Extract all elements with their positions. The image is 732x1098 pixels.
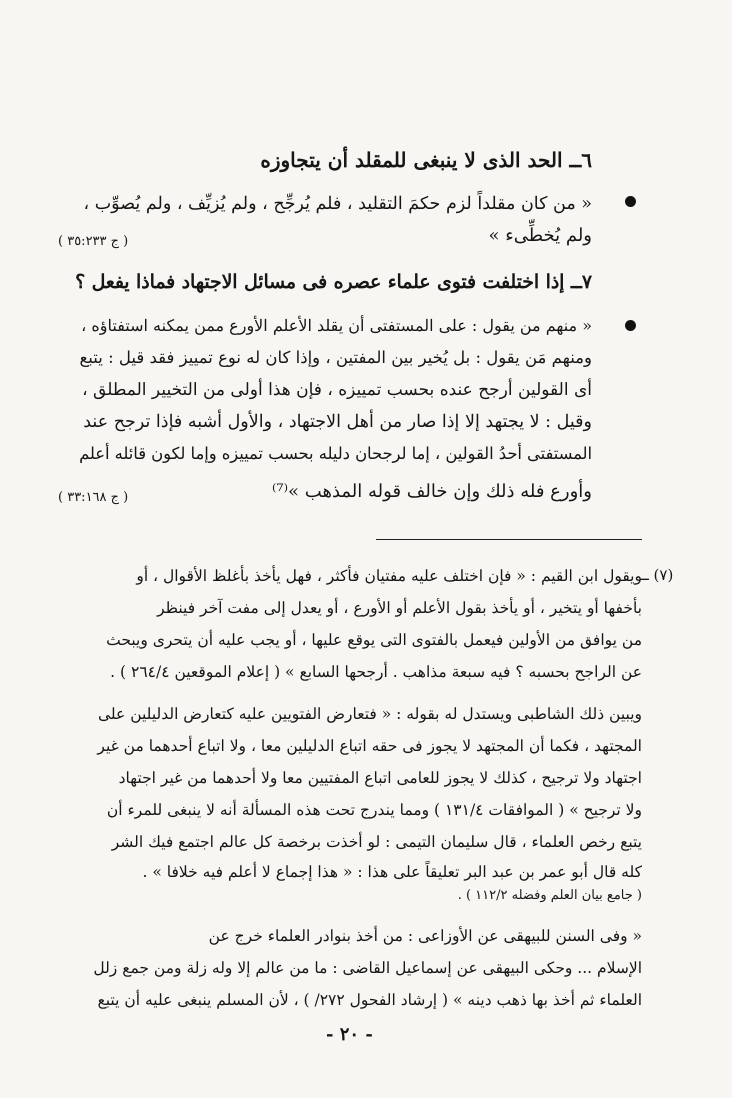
footnote-p2-line-3: اجتهاد ولا ترجيح ، كذلك لا يجوز للعامى اتباع المفتيين معا ولا أحدهما من غير اجتهاد [118,769,642,787]
section-7-title: إذا اختلفت فتوى علماء عصره فى مسائل الاجتهاد فماذا يفعل ؟ [75,271,565,293]
footnote-number: (٧) ــ [640,566,674,584]
section-6-line-1: « من كان مقلداً لزم حكمَ التقليد ، فلم يُرجِّح ، ولم يُزيِّف ، ولم يُصوِّب ، [83,194,592,214]
footnote-p1-line-1: ويقول ابن القيم : « فإن اختلف عليه مفتيان فأكثر ، فهل يأخذ بأغلظ الأقوال ، أو [136,567,642,585]
footnote-p2-line-2: المجتهد ، فكما أن المجتهد لا يجوز فى حقه اتباع الدليلين معا ، ولا اتباع أحدهما من غير [97,737,642,755]
footnote-p3-line-1: « وفى السنن للبيهقى عن الأوزاعى : من أخذ بنوادر العلماء خرج عن [208,927,642,945]
section-7-line-6: وأورع فله ذلك وإن خالف قوله المذهب »⁽⁷⁾ [271,481,592,502]
footnote-p1-line-3: من يوافق من الأولين فيعمل بالفتوى التى يوقع عليها ، أو يجب عليه أن يتحرى ويبحث [106,631,642,649]
bullet-icon [625,320,636,331]
section-7-citation: ( ج ٣٣:١٦٨ ) [58,490,129,505]
section-7-line-4: وقيل : لا يجتهد إلا إذا صار من أهل الاجتهاد ، والأول أشبه فإذا ترجح عند [83,412,592,432]
section-7-heading [72,268,592,296]
section-6-citation: ( ج ٣٥:٢٣٣ ) [58,234,129,249]
footnote-p1-line-2: بأخفها أو يتخير ، أو يأخذ بقول الأعلم أو الأورع ، أو يعدل إلى مفت آخر فينظر [157,599,642,617]
bullet-icon [625,196,636,207]
section-7-number: ٧ــ [570,271,592,293]
section-7-line-3: أى القولين أرجح عنده بحسب تمييزه ، فإن هذا أولى من التخيير المطلق ، [82,380,592,400]
footnote-p2-citation: ( جامع بيان العلم وفضله ١١٢/٢ ) . [457,888,642,903]
footnote-p3-line-3: العلماء ثم أخذ بها ذهب دينه » ( إرشاد الفحول ٢٧٢/ ) ، لأن المسلم ينبغى عليه أن يتبع [97,991,642,1009]
footnote-p2-line-1: ويبين ذلك الشاطبى ويستدل له بقوله : « فتعارض الفتويين عليه كتعارض الدليلين على [97,705,642,723]
section-6-title: الحد الذى لا ينبغى للمقلد أن يتجاوزه [260,148,563,172]
section-7-line-5: المستفتى أحدُ القولين ، إما لرجحان دليله بحسب تمييزه وإما لكون قائله أعلم [79,444,592,463]
section-7-line-1: « منهم من يقول : على المستفتى أن يقلد الأعلم الأورع ممن يمكنه استفتاؤه ، [81,316,592,335]
footnote-p2-line-5: يتبع رخص العلماء ، قال سليمان التيمى : لو أخذت برخصة كل عالم اجتمع فيك الشر [111,833,642,851]
footnote-p1-line-4: عن الراجح بحسبه ؟ فيه سبعة مذاهب . أرجحها السابع » ( إعلام الموقعين ٢٦٤/٤ ) . [110,663,642,681]
footnote-p2-line-6: كله قال أبو عمر بن عبد البر تعليقاً على هذا : « هذا إجماع لا أعلم فيه خلافا » . [142,863,642,881]
section-6-line-2: ولم يُخطِّىء » [488,225,592,246]
section-7-line-2: ومنهم مَن يقول : بل يُخير بين المفتين ، وإذا كان له نوع تمييز فقد قيل : يتبع [79,348,592,367]
page-number: - ٢٠ - [326,1024,373,1045]
section-6-number: ٦ــ [569,148,592,172]
section-6-heading [72,146,592,174]
footnote-separator [376,539,642,540]
footnote-p2-line-4: ولا ترجيح » ( الموافقات ١٣١/٤ ) ومما يندرج تحت هذه المسألة أنه لا ينبغى للمرء أن [106,801,642,819]
footnote-p3-line-2: الإسلام ... وحكى البيهقى عن إسماعيل القاضى : ما من عالم إلا وله زلة ومن جمع زلل [93,959,642,977]
